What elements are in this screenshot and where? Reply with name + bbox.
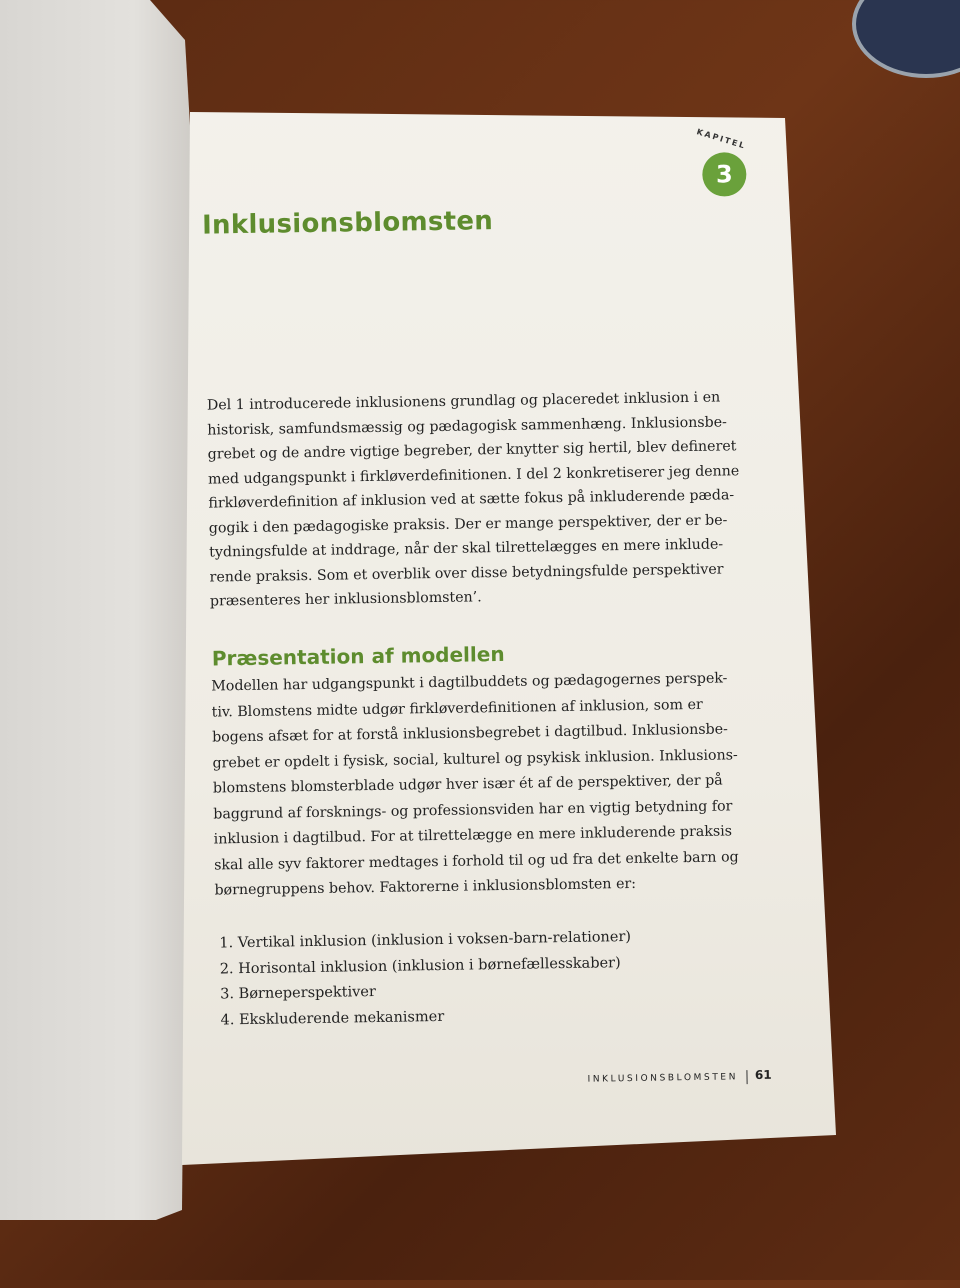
text-line: præsenteres her inklusionsblomsten’. — [209, 589, 482, 610]
text-line: skal alle syv faktorer medtages i forhold til og ud fra det enkelte barn og — [214, 848, 739, 874]
list-item: 4. Ekskluderende mekanismer — [220, 1008, 445, 1028]
text-line: rende praksis. Som et overblik over disse betydningsfulde perspektiver — [209, 560, 724, 586]
text-line: tiv. Blomstens midte udgør firkløverdefinitionen af inklusion, som er — [211, 696, 703, 721]
chapter-title: Inklusionsblomsten — [201, 206, 494, 241]
text-line: inklusion i dagtilbud. For at tilrettelægge en mere inkluderende praksis — [213, 823, 733, 848]
text-line: firkløverdefinition af inklusion ved at sætte fokus på inkluderende pæda- — [208, 487, 735, 512]
text-line: baggrund af forsknings- og professionsviden har en vigtig betydning for — [213, 797, 733, 823]
page-number: 61 — [754, 1067, 772, 1083]
text-line: bogens afsæt for at forstå inklusionsbegrebet i dagtilbud. Inklusionsbe- — [211, 721, 729, 746]
section-heading: Præsentation af modellen — [211, 641, 505, 671]
text-line: grebet og de andre vigtige begreber, der knytter sig hertil, blev defineret — [207, 438, 737, 463]
factor-list — [219, 925, 632, 1033]
text-line: blomstens blomsterblade udgør hver især ét af de perspektiver, der på — [212, 772, 723, 797]
section-paragraph — [211, 666, 745, 904]
text-line: historisk, samfundsmæssig og pædagogisk sammenhæng. Inklusionsbe- — [207, 413, 728, 439]
page-footer — [587, 1068, 771, 1086]
text-line: tydningsfulde at inddrage, når der skal tilrettelægges en mere inklude- — [209, 536, 724, 561]
chapter-label: KAPITEL — [695, 127, 748, 151]
list-item: 1. Vertikal inklusion (inklusion i voksen-barn-relationer) — [219, 928, 632, 952]
chapter-badge — [693, 127, 754, 195]
text-line: gogik i den pædagogiske praksis. Der er mange perspektiver, der er be- — [208, 511, 728, 537]
list-item: 3. Børneperspektiver — [220, 983, 377, 1003]
text-line: Modellen har udgangspunkt i dagtilbuddets og pædagogernes perspek- — [211, 670, 728, 695]
chapter-number: 3 — [702, 152, 747, 197]
footer-divider — [746, 1070, 747, 1084]
intro-paragraph — [206, 385, 740, 614]
text-line: børnegruppens behov. Faktorerne i inklusionsblomsten er: — [214, 875, 637, 899]
text-line: med udgangspunkt i firkløverdefinitionen. I del 2 konkretiserer jeg denne — [207, 462, 740, 488]
list-item: 2. Horisontal inklusion (inklusion i børnefællesskaber) — [219, 954, 621, 977]
text-line: Del 1 introducerede inklusionens grundlag og placeredet inklusion i en — [206, 389, 721, 414]
running-head: INKLUSIONSBLOMSTEN — [587, 1072, 739, 1085]
text-line: grebet er opdelt i fysisk, social, kulturel og psykisk inklusion. Inklusions- — [212, 746, 738, 772]
